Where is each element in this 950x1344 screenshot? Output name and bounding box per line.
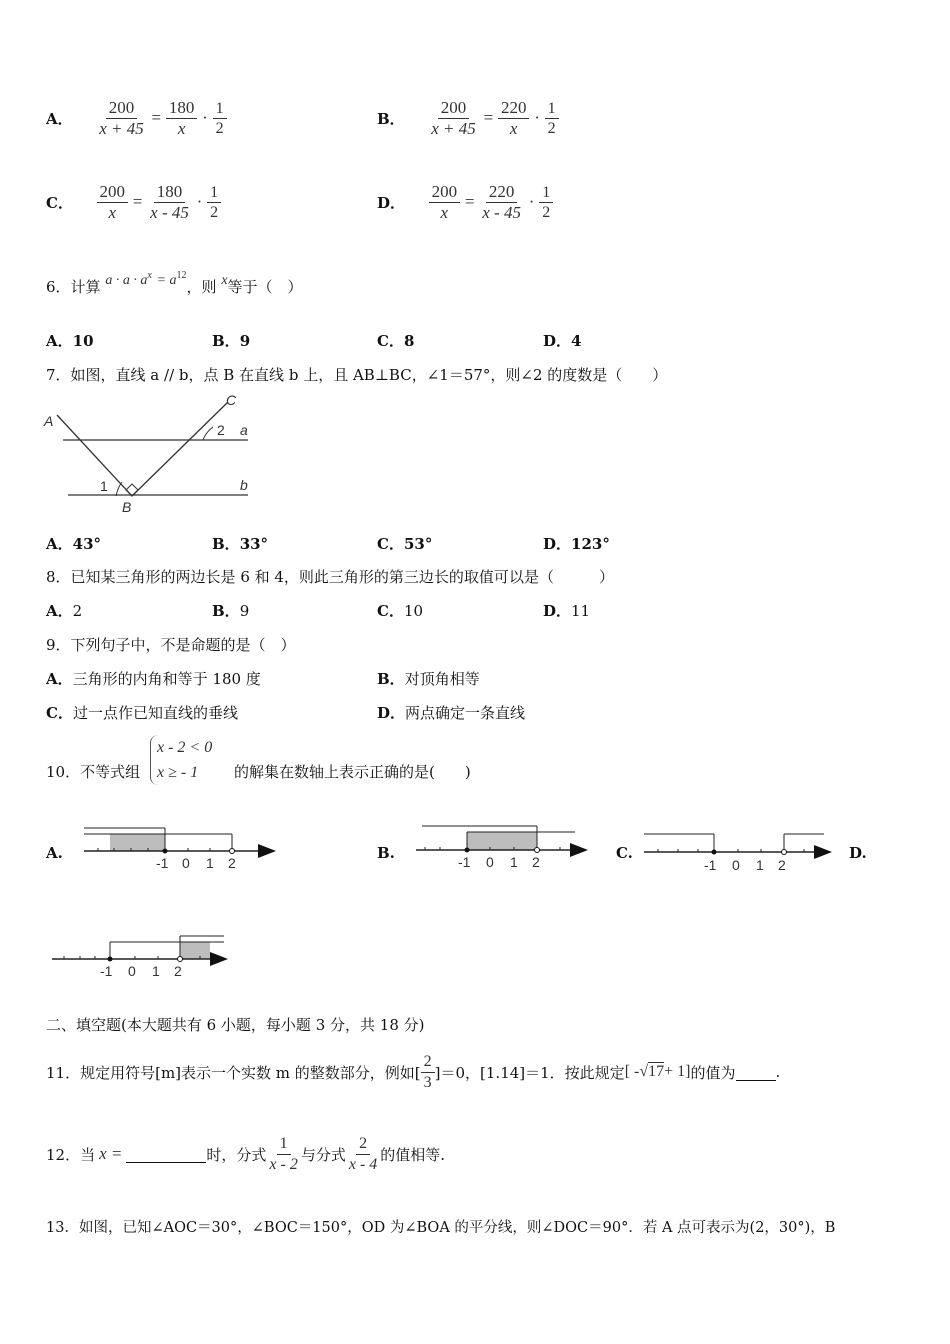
section-title: 二、填空题(本大题共有 6 小题，每小题 3 分，共 18 分): [46, 1016, 425, 1034]
q10-option-c-label[interactable]: C.: [616, 844, 633, 862]
fraction: $\frac{1}{2}$: [545, 99, 559, 138]
q5-option-b[interactable]: B． $\frac{200}{x + 45}$ = $\frac{220}{x}$ · $\frac{1}{2}$: [377, 98, 559, 140]
q12-stem: 12．当 x = 时，分式 $\frac{1}{x - 2}$ 与分式 $\frac{2}{x - 4}$ 的值相等.: [46, 1135, 446, 1173]
q8-option-c[interactable]: C．10: [377, 602, 424, 620]
svg-text:2: 2: [228, 855, 236, 871]
q8-option-b[interactable]: B．9: [212, 602, 250, 620]
svg-text:0: 0: [732, 857, 740, 873]
q7-option-a[interactable]: A．43°: [46, 535, 102, 553]
q7-option-d[interactable]: D．123°: [543, 535, 610, 553]
label-b-point: B: [122, 499, 132, 515]
svg-text:0: 0: [182, 855, 190, 871]
q8-option-a[interactable]: A．2: [46, 602, 83, 620]
q9-option-b[interactable]: B．对顶角相等: [377, 670, 480, 688]
q10-option-d-label[interactable]: D.: [849, 844, 867, 862]
fraction: $\frac{1}{x - 2}$: [269, 1135, 298, 1173]
q10-option-a-label[interactable]: A.: [46, 844, 63, 862]
q5-option-a[interactable]: A． $\frac{200}{x + 45}$ = $\frac{180}{x}$ · $\frac{1}{2}$: [46, 98, 227, 140]
q10-numberline-c[interactable]: [638, 826, 838, 878]
fraction: $\frac{220}{x - 45}$: [482, 182, 521, 223]
svg-text:0: 0: [128, 963, 136, 979]
q8-stem: 8．已知某三角形的两边长是 6 和 4，则此三角形的第三边长的取值可以是（ ）: [46, 568, 614, 586]
q10-prefix: 10．不等式组: [46, 763, 141, 781]
option-label: A．: [46, 110, 73, 129]
svg-text:2: 2: [174, 963, 182, 979]
svg-text:0: 0: [486, 854, 494, 870]
q6-option-d[interactable]: D．4: [543, 332, 582, 350]
q10-option-b-label[interactable]: B.: [377, 844, 395, 862]
sqrt-symbol: √17: [639, 1063, 665, 1080]
q7-option-c[interactable]: C．53°: [377, 535, 433, 553]
label-line-a: a: [240, 422, 248, 438]
svg-text:1: 1: [206, 855, 214, 871]
fraction: $\frac{200}{x + 45}$: [431, 98, 476, 139]
svg-text:2: 2: [778, 857, 786, 873]
svg-text:-1: -1: [100, 963, 113, 979]
angle2-arc: [203, 427, 213, 440]
answer-blank[interactable]: [736, 1064, 776, 1081]
svg-text:1: 1: [152, 963, 160, 979]
q8-option-d[interactable]: D．11: [543, 602, 591, 620]
q10-numberline-b[interactable]: [410, 820, 590, 872]
q9-option-c[interactable]: C．过一点作已知直线的垂线: [46, 704, 238, 722]
q10-suffix: 的解集在数轴上表示正确的是( ): [234, 763, 471, 781]
q7-stem: 7．如图，直线 a // b，点 B 在直线 b 上，且 AB⊥BC，∠1＝57°，则∠2 的度数是（ ）: [46, 366, 668, 384]
q5-option-c[interactable]: C． $\frac{200}{x}$ = $\frac{180}{x - 45}$ · $\frac{1}{2}$: [46, 182, 221, 224]
label-line-b: b: [240, 477, 248, 493]
fraction: $\frac{1}{2}$: [207, 183, 221, 222]
label-c-point: C: [226, 392, 237, 408]
inequality-system: x - 2 < 0 x ≥ - 1: [150, 735, 212, 785]
svg-text:2: 2: [532, 854, 540, 870]
fraction: $\frac{220}{x}$: [498, 98, 530, 140]
fraction: $\frac{1}{2}$: [213, 99, 227, 138]
fraction: $\frac{200}{x}$: [97, 182, 129, 224]
q9-option-a[interactable]: A．三角形的内角和等于 180 度: [46, 670, 261, 688]
svg-text:-1: -1: [156, 855, 169, 871]
q9-stem: 9．下列句子中，不是命题的是（ ）: [46, 636, 296, 654]
fraction: $\frac{180}{x - 45}$: [150, 182, 189, 223]
option-label: B．: [377, 110, 405, 129]
q6-stem: 6．计算 $a \cdot a \cdot a^x = a^{12}$，则 x等于（ ）: [46, 270, 303, 296]
label-angle2: 2: [217, 422, 225, 438]
segment-bc: [132, 402, 228, 496]
q10-numberline-a[interactable]: [78, 822, 278, 874]
q6-option-c[interactable]: C．8: [377, 332, 415, 350]
fraction: $\frac{2}{3}$: [421, 1052, 435, 1091]
q9-option-d[interactable]: D．两点确定一条直线: [377, 704, 526, 722]
right-angle-mark: [126, 484, 138, 496]
fraction: $\frac{1}{2}$: [539, 183, 553, 222]
q13-stem: 13．如图，已知∠AOC＝30°，∠BOC＝150°，OD 为∠BOA 的平分线，则∠DOC＝90°．若 A 点可表示为(2，30°)，B: [46, 1220, 836, 1236]
svg-text:1: 1: [510, 854, 518, 870]
q7-figure: [40, 390, 260, 515]
label-angle1: 1: [100, 478, 108, 494]
label-a-point: A: [44, 413, 54, 429]
svg-text:-1: -1: [458, 854, 471, 870]
q5-option-d[interactable]: D． $\frac{200}{x}$ = $\frac{220}{x - 45}$ · $\frac{1}{2}$: [377, 182, 553, 224]
svg-text:1: 1: [756, 857, 764, 873]
q6-option-b[interactable]: B．9: [212, 332, 251, 350]
fraction: $\frac{2}{x - 4}$: [348, 1135, 378, 1173]
q10-numberline-d[interactable]: [48, 930, 238, 982]
shaded-region: [180, 942, 210, 959]
shaded-region: [110, 834, 165, 851]
svg-text:-1: -1: [704, 857, 717, 873]
fraction: $\frac{180}{x}$: [166, 98, 198, 140]
q11-stem: 11．规定用符号[m]表示一个实数 m 的整数部分，例如[ $\frac{2}{3}$ ]＝0，[1.14]＝1．按此规定 [ - √17 + 1] 的值为 .: [46, 1053, 781, 1091]
q6-option-a[interactable]: A．10: [46, 332, 94, 350]
option-label: D．: [377, 194, 406, 213]
q7-option-b[interactable]: B．33°: [212, 535, 269, 553]
option-label: C．: [46, 194, 73, 213]
fraction: $\frac{200}{x + 45}$: [99, 98, 144, 139]
angle1-arc: [116, 482, 122, 496]
answer-blank[interactable]: [126, 1146, 206, 1163]
fraction: $\frac{200}{x}$: [429, 182, 461, 224]
shaded-region: [467, 832, 537, 850]
